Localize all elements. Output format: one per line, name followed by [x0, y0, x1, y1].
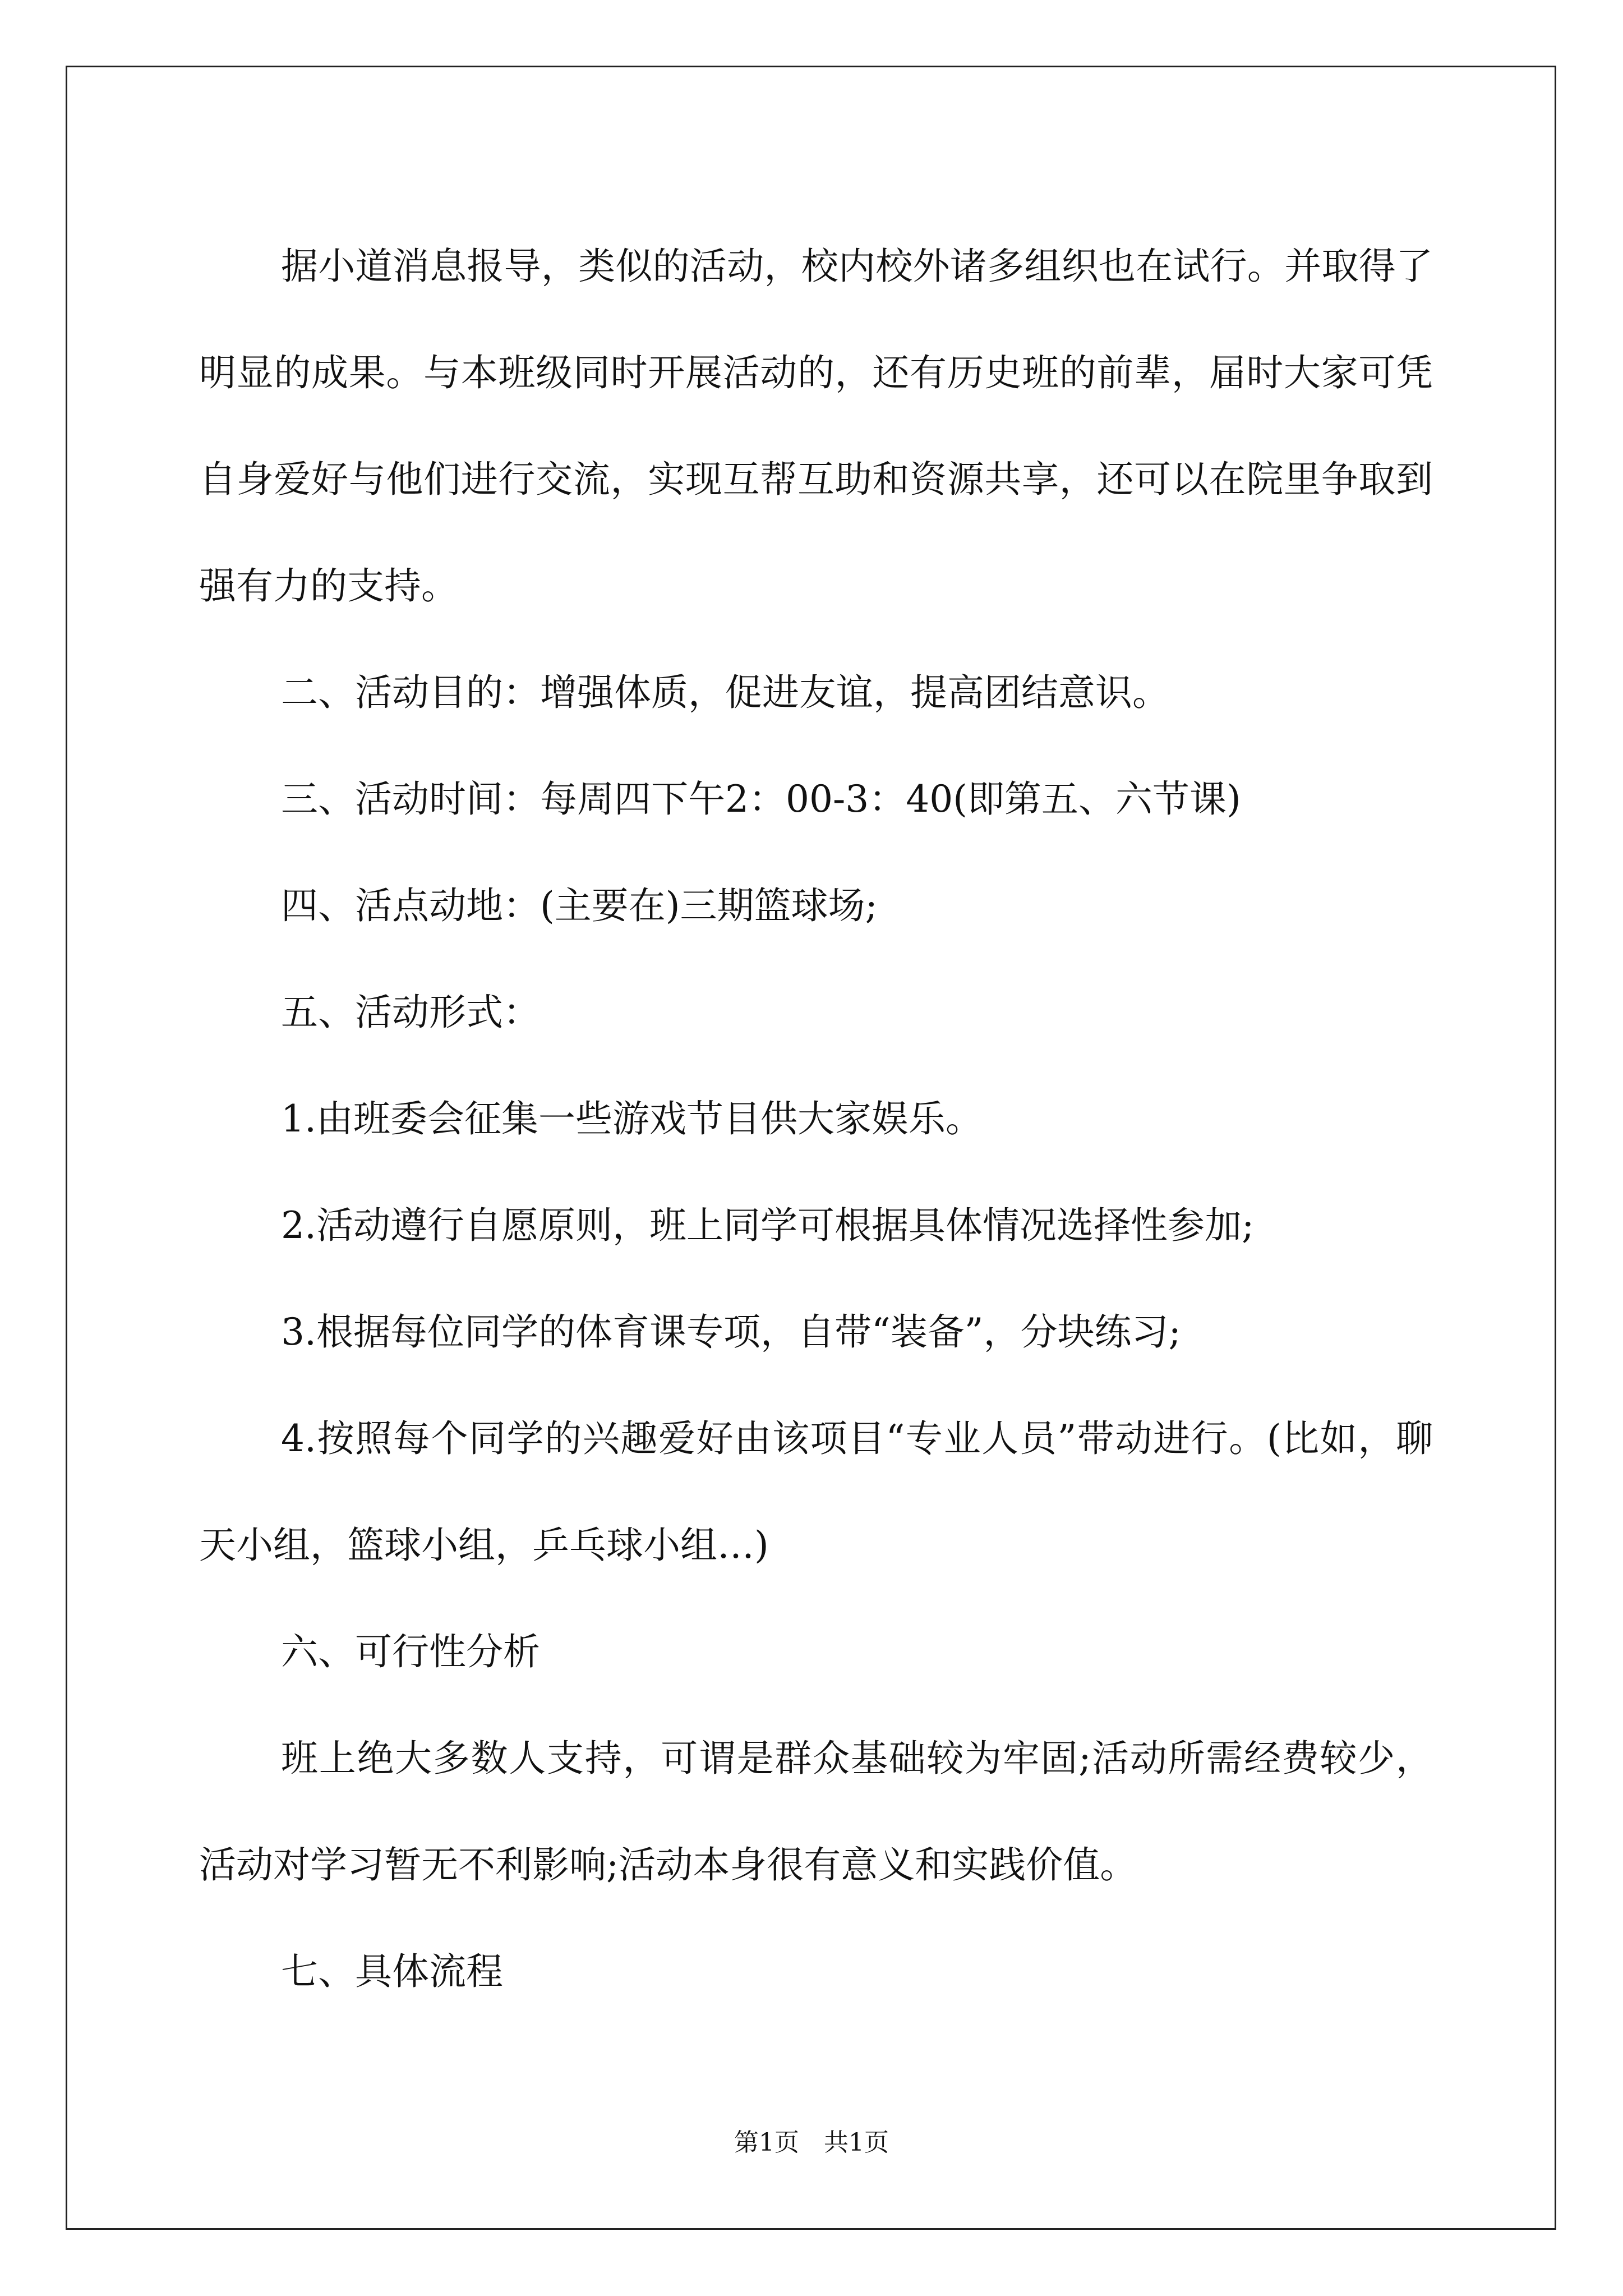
page-number-footer: 第1页 共1页 — [734, 2128, 889, 2157]
paragraph-feasibility-heading: 六、可行性分析 — [281, 1630, 540, 1673]
paragraph-format-item-4: 4.按照每个同学的兴趣爱好由该项目“专业人员”带动进行。(比如，聊天小组，篮球小组，乒乓球小组…) — [199, 1417, 1433, 1567]
paragraph-format-item-2: 2.活动遵行自愿原则，班上同学可根据具体情况选择性参加; — [281, 1204, 1255, 1247]
paragraph-format-heading: 五、活动形式： — [281, 991, 540, 1034]
paragraph-location: 四、活点动地：(主要在)三期篮球场; — [281, 884, 878, 927]
paragraph-time: 三、活动时间：每周四下午2：00-3：40(即第五、六节课) — [281, 777, 1241, 821]
paragraph-feasibility-body: 班上绝大多数人支持，可谓是群众基础较为牢固;活动所需经费较少，活动对学习暂无不利影响;活动本身很有意义和实践价值。 — [199, 1737, 1433, 1887]
paragraph-format-item-3: 3.根据每位同学的体育课专项，自带“装备”，分块练习; — [281, 1310, 1181, 1354]
document-body — [199, 213, 1433, 2025]
paragraph-intro: 据小道消息报导，类似的活动，校内校外诸多组织也在试行。并取得了明显的成果。与本班级同时开展活动的，还有历史班的前辈，届时大家可凭自身爱好与他们进行交流，实现互帮互助和资源共享，还可以在院里争取到强有力的支持。 — [199, 245, 1433, 608]
paragraph-process-heading: 七、具体流程 — [281, 1950, 503, 1993]
paragraph-purpose: 二、活动目的：增强体质，促进友谊，提高团结意识。 — [281, 671, 1169, 714]
paragraph-format-item-1: 1.由班委会征集一些游戏节目供大家娱乐。 — [281, 1097, 983, 1140]
